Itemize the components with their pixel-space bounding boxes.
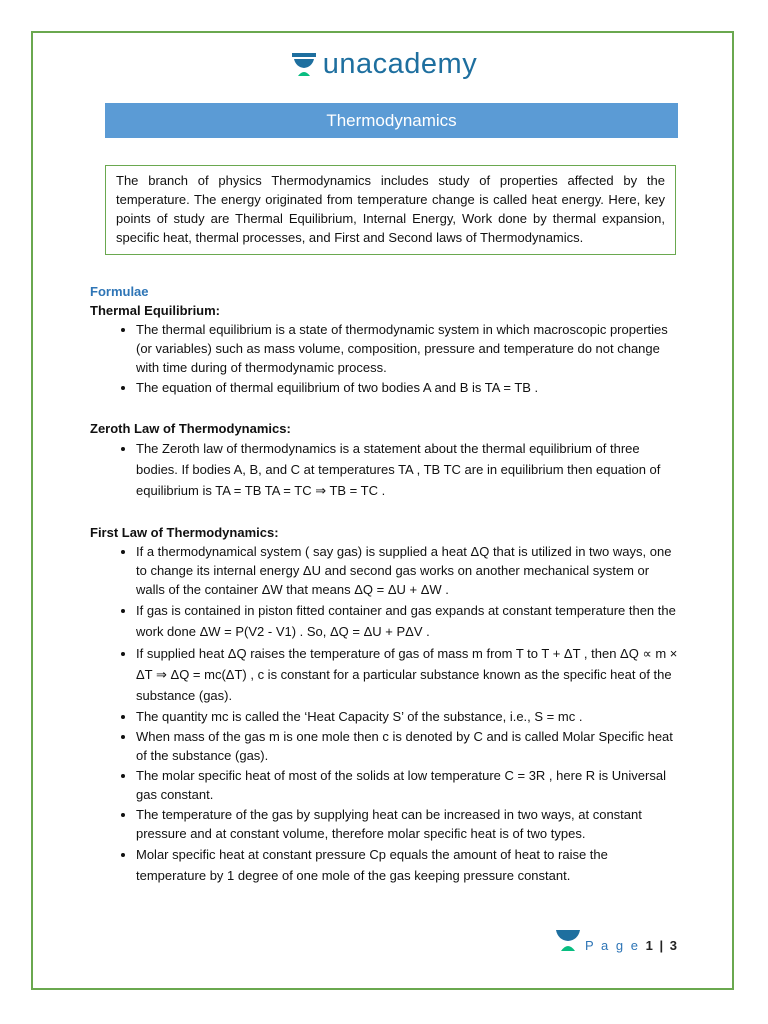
- unacademy-footer-icon: [555, 928, 581, 955]
- list-item: • Molar specific heat at constant pressure Cp equals the amount of heat to raise the temperature by 1 degree of one mole of the gas keeping pressure constant.: [136, 844, 680, 886]
- brand-name: unacademy: [322, 48, 478, 80]
- list-item: • The equation of thermal equilibrium of two bodies A and B is TA = TB .: [136, 378, 680, 397]
- list-item: • If gas is contained in piston fitted container and gas expands at constant temperature then the work done ΔW = P(V2 - V1) . So, ΔQ = ΔU + PΔV .: [136, 600, 680, 642]
- list-item: • The molar specific heat of most of the solids at low temperature C = 3R , here R is Universal gas constant.: [136, 766, 680, 804]
- unacademy-logo-icon: [291, 51, 317, 85]
- list-item: • When mass of the gas m is one mole then c is denoted by C and is called Molar Specific heat of the substance (gas).: [136, 727, 680, 765]
- formulae-heading: Formulae: [90, 284, 149, 299]
- page-number: 1: [645, 938, 654, 953]
- section-thermal-equilibrium: [90, 301, 680, 397]
- list-item: • The temperature of the gas by supplying heat can be increased in two ways, at constant pressure and at constant volume, therefore molar specific heat is of two types.: [136, 805, 680, 843]
- section-heading: Thermal Equilibrium:: [90, 303, 221, 318]
- page-footer: [555, 928, 678, 955]
- bullet-list: [90, 320, 680, 397]
- section-first-law: [90, 523, 680, 886]
- bullet-list: [90, 438, 680, 501]
- list-item: • If supplied heat ΔQ raises the temperature of gas of mass m from T to T + ΔT , then ΔQ ∝ m × ΔT ⇒ ΔQ = mc(ΔT) , c is constant for a particular substance known as the specific heat of the substance (gas).: [136, 643, 680, 706]
- section-zeroth-law: [90, 419, 680, 501]
- page-total: 3: [669, 938, 678, 953]
- page-title: Thermodynamics: [105, 103, 678, 138]
- intro-text: The branch of physics Thermodynamics includes study of properties affected by the temperature. The energy originated from temperature change is called heat energy. Here, key points of study are Thermal Equilibrium, Internal Energy, Work done by thermal expansion, specific heat, thermal processes, and First and Second laws of Thermodynamics.: [116, 173, 665, 245]
- brand-logo: [0, 48, 768, 85]
- page-separator: |: [659, 938, 665, 953]
- list-item: • The Zeroth law of thermodynamics is a statement about the thermal equilibrium of three bodies. If bodies A, B, and C at temperatures TA , TB TC are in equilibrium then equation of equilibrium is TA = TB TA = TC ⇒ TB = TC .: [136, 438, 680, 501]
- section-heading: First Law of Thermodynamics:: [90, 525, 279, 540]
- main-content: [90, 280, 680, 887]
- list-item: • The thermal equilibrium is a state of thermodynamic system in which macroscopic properties (or variables) such as mass volume, composition, pressure and temperature do not change with time during of thermodynamic process.: [136, 320, 680, 377]
- bullet-list: [90, 542, 680, 886]
- section-heading: Zeroth Law of Thermodynamics:: [90, 421, 291, 436]
- list-item: • If a thermodynamical system ( say gas) is supplied a heat ΔQ that is utilized in two ways, one to change its internal energy ΔU and second gas works on another mechanical system or walls of the container ΔW that means ΔQ = ΔU + ΔW .: [136, 542, 680, 599]
- intro-paragraph: [105, 165, 676, 255]
- page-label: P a g e: [585, 938, 640, 953]
- list-item: • The quantity mc is called the ‘Heat Capacity S’ of the substance, i.e., S = mc .: [136, 707, 680, 726]
